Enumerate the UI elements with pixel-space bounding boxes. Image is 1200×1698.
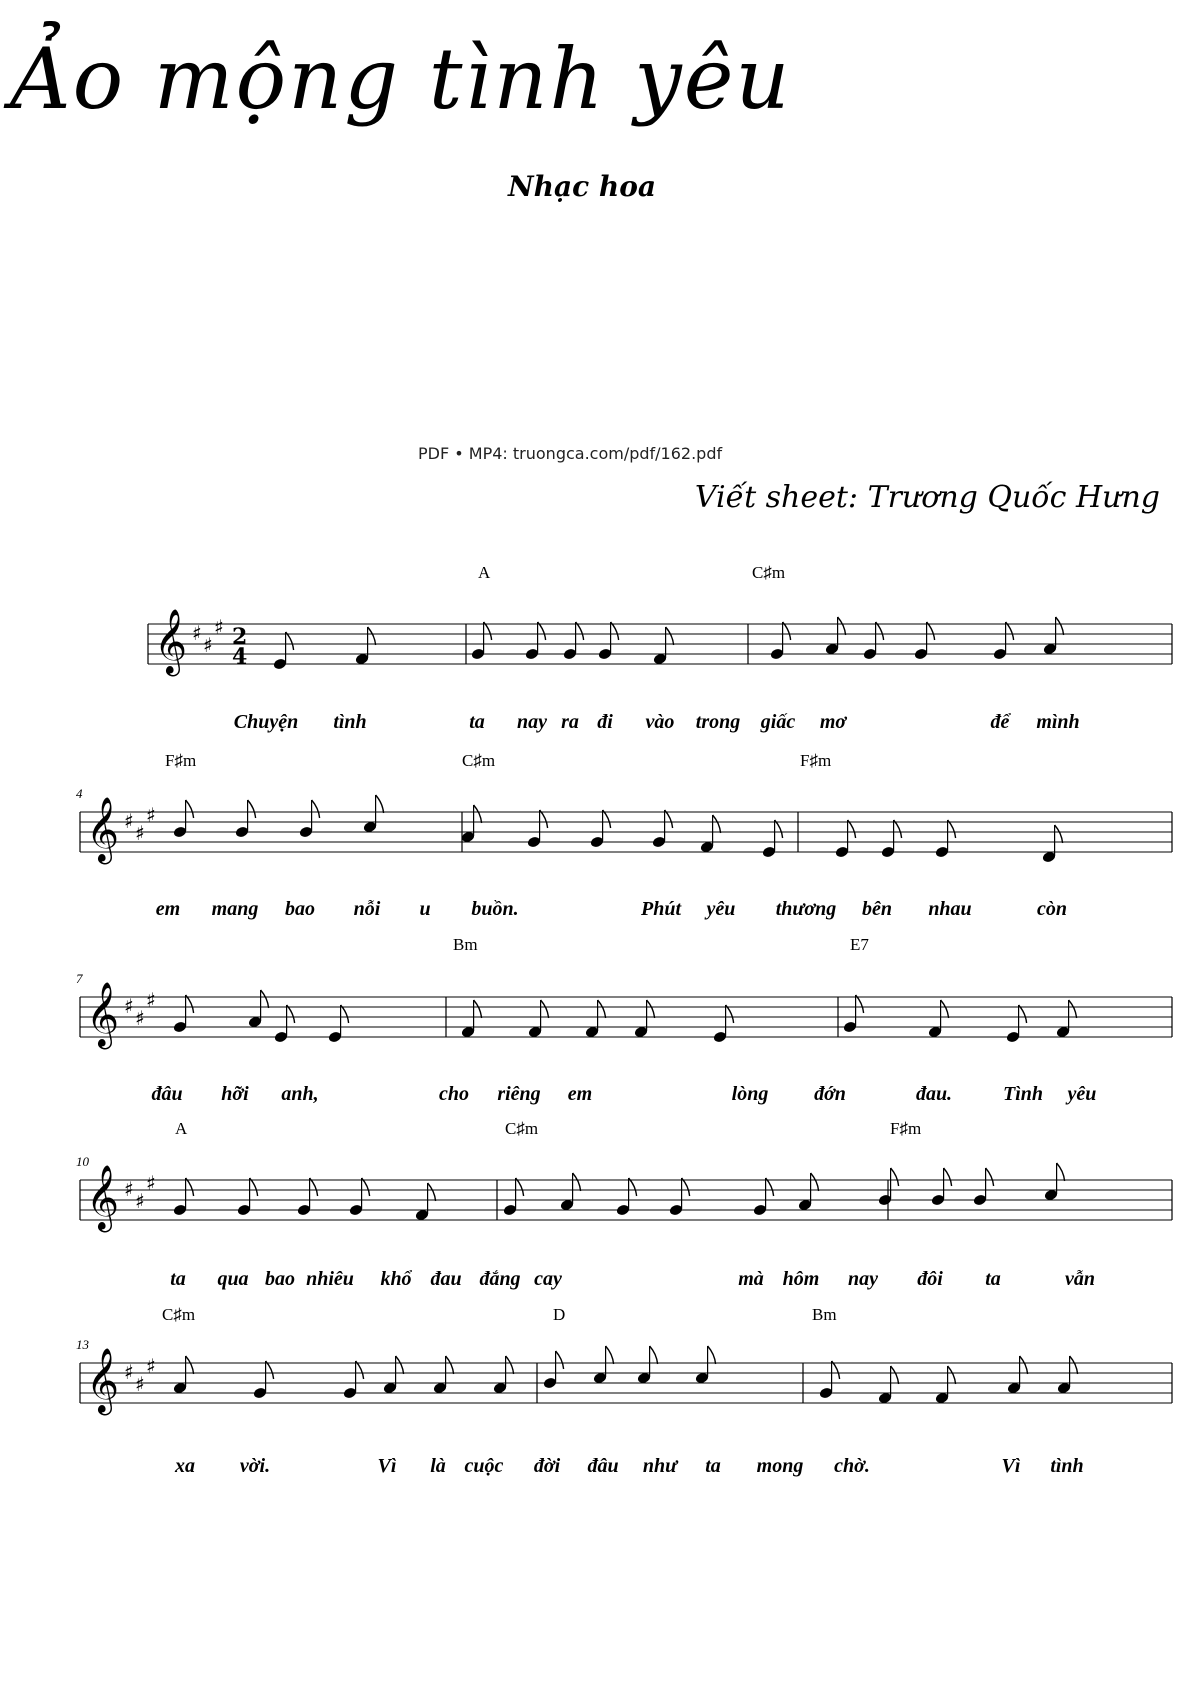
measure-number: 13: [76, 1337, 89, 1352]
chord-symbol: A: [478, 563, 491, 582]
source-link-text: PDF • MP4: truongca.com/pdf/162.pdf: [418, 444, 723, 463]
note-flag: [708, 1346, 716, 1364]
lyric-syllable: anh,: [281, 1083, 319, 1105]
lyric-syllable: vời.: [239, 1455, 271, 1477]
note-flag: [556, 1351, 564, 1369]
note-flag: [250, 1178, 258, 1196]
note-flag: [516, 1178, 524, 1196]
key-signature-sharp-icon: ♯: [146, 803, 156, 827]
note-flag: [362, 1178, 370, 1196]
note-flag: [666, 627, 674, 645]
lyric-syllable: bên: [862, 898, 892, 920]
lyric-syllable: cuộc: [464, 1455, 504, 1477]
note-flag: [876, 622, 884, 640]
lyric-syllable: giấc: [760, 711, 796, 733]
note-flag: [248, 800, 256, 818]
lyric-syllable: đâu: [587, 1455, 619, 1477]
chord-symbol: C♯m: [505, 1119, 539, 1138]
note-flag: [603, 810, 611, 828]
measure-number: 10: [76, 1154, 89, 1169]
lyric-syllable: đau.: [915, 1083, 953, 1105]
lyric-syllable: đớn: [814, 1083, 846, 1105]
key-signature-sharp-icon: ♯: [124, 994, 134, 1018]
lyric-syllable: mong: [756, 1455, 804, 1477]
lyric-syllable: nhau: [928, 898, 972, 920]
chord-symbol: Bm: [812, 1305, 837, 1324]
note-flag: [856, 995, 864, 1013]
note-flag: [948, 1366, 956, 1384]
key-signature-sharp-icon: ♯: [146, 1354, 156, 1378]
key-signature-sharp-icon: ♯: [146, 988, 156, 1012]
note-flag: [606, 1346, 614, 1364]
note-flag: [726, 1005, 734, 1023]
measure-number: 7: [76, 971, 83, 986]
lyric-syllable: thương: [775, 898, 837, 920]
treble-clef-icon: 𝄞: [86, 1165, 120, 1230]
lyric-syllable: đôi: [917, 1268, 943, 1290]
key-signature-sharp-icon: ♯: [135, 1372, 145, 1396]
note-flag: [1056, 617, 1064, 635]
lyric-syllable: để: [990, 711, 1010, 733]
lyric-syllable: như: [642, 1455, 678, 1477]
note-flag: [538, 622, 546, 640]
note-flag: [891, 1168, 899, 1186]
chord-symbol: Bm: [453, 935, 478, 954]
note-flag: [368, 627, 376, 645]
note-flag: [186, 1356, 194, 1374]
lyric-syllable: nhiêu: [306, 1268, 354, 1290]
note-flag: [396, 1356, 404, 1374]
lyric-syllable: đời: [533, 1455, 561, 1477]
song-title: Ảo mộng tình yêu: [10, 30, 792, 128]
note-flag: [682, 1178, 690, 1196]
note-flag: [1070, 1356, 1078, 1374]
note-flag: [665, 810, 673, 828]
note-flag: [186, 995, 194, 1013]
lyric-syllable: mình: [1036, 711, 1080, 733]
note-flag: [446, 1356, 454, 1374]
lyric-syllable: em: [155, 898, 181, 920]
note-flag: [540, 810, 548, 828]
chord-symbol: F♯m: [800, 751, 832, 770]
note-flag: [647, 1000, 655, 1018]
lyric-syllable: Vì: [377, 1455, 397, 1477]
note-flag: [484, 622, 492, 640]
note-flag: [832, 1361, 840, 1379]
lyric-syllable: tình: [1050, 1455, 1084, 1477]
chord-symbol: F♯m: [890, 1119, 922, 1138]
treble-clef-icon: 𝄞: [86, 797, 120, 862]
lyric-syllable: tình: [333, 711, 367, 733]
lyric-syllable: Phút: [640, 898, 682, 920]
note-flag: [287, 1005, 295, 1023]
note-flag: [186, 1178, 194, 1196]
note-flag: [312, 800, 320, 818]
note-flag: [541, 1000, 549, 1018]
note-flag: [941, 1000, 949, 1018]
note-flag: [783, 622, 791, 640]
lyric-syllable: u: [419, 898, 431, 920]
lyric-syllable: còn: [1037, 898, 1067, 920]
lyric-syllable: Vì: [1001, 1455, 1021, 1477]
chord-symbol: D: [553, 1305, 566, 1324]
time-signature-top: 2: [232, 624, 248, 650]
lyric-syllable: ta: [705, 1455, 721, 1477]
key-signature-sharp-icon: ♯: [124, 1360, 134, 1384]
chord-symbol: F♯m: [165, 751, 197, 770]
note-flag: [775, 820, 783, 838]
lyric-syllable: trong: [695, 711, 741, 733]
lyric-syllable: xa: [175, 1455, 195, 1477]
lyric-syllable: đắng: [479, 1268, 521, 1290]
arranger-credit: Viết sheet: Trương Quốc Hưng: [694, 480, 1160, 515]
note-flag: [986, 1168, 994, 1186]
note-flag: [474, 805, 482, 823]
note-flag: [611, 622, 619, 640]
lyric-syllable: nay: [848, 1268, 878, 1290]
note-flag: [266, 1361, 274, 1379]
note-flag: [848, 820, 856, 838]
note-flag: [1019, 1005, 1027, 1023]
key-signature-sharp-icon: ♯: [203, 633, 213, 657]
note-flag: [474, 1000, 482, 1018]
lyric-syllable: là: [430, 1455, 446, 1477]
chord-symbol: E7: [850, 935, 869, 954]
lyric-syllable: hôm: [782, 1268, 820, 1290]
lyric-syllable: em: [567, 1083, 593, 1105]
lyric-syllable: mơ: [819, 711, 847, 733]
chord-symbol: C♯m: [752, 563, 786, 582]
note-flag: [944, 1168, 952, 1186]
lyric-syllable: mang: [211, 898, 259, 920]
note-flag: [927, 622, 935, 640]
note-flag: [948, 820, 956, 838]
song-genre-subtitle: Nhạc hoa: [508, 170, 657, 203]
lyric-syllable: bao: [285, 898, 315, 920]
lyric-syllable: cay: [534, 1268, 562, 1290]
lyric-syllable: vào: [645, 711, 675, 733]
note-flag: [576, 622, 584, 640]
lyric-syllable: ta: [170, 1268, 186, 1290]
note-flag: [811, 1173, 819, 1191]
note-flag: [1057, 1163, 1065, 1181]
note-flag: [1006, 622, 1014, 640]
note-flag: [891, 1366, 899, 1384]
lyric-syllable: khổ: [380, 1268, 412, 1290]
chord-symbol: A: [175, 1119, 188, 1138]
note-flag: [713, 815, 721, 833]
lyric-syllable: qua: [217, 1268, 249, 1290]
note-flag: [428, 1183, 436, 1201]
lyric-syllable: Tình: [1002, 1083, 1044, 1105]
note-flag: [261, 990, 269, 1008]
note-flag: [629, 1178, 637, 1196]
lyric-syllable: đâu: [151, 1083, 183, 1105]
treble-clef-icon: 𝄞: [154, 609, 188, 674]
note-flag: [506, 1356, 514, 1374]
note-flag: [341, 1005, 349, 1023]
note-flag: [1055, 825, 1063, 843]
chord-symbol: C♯m: [162, 1305, 196, 1324]
key-signature-sharp-icon: ♯: [135, 1006, 145, 1030]
key-signature-sharp-icon: ♯: [135, 1189, 145, 1213]
key-signature-sharp-icon: ♯: [124, 809, 134, 833]
lyric-syllable: Chuyện: [233, 711, 299, 733]
treble-clef-icon: 𝄞: [86, 982, 120, 1047]
lyric-syllable: vẫn: [1065, 1268, 1095, 1290]
lyric-syllable: nay: [517, 711, 547, 733]
treble-clef-icon: 𝄞: [86, 1348, 120, 1413]
note-flag: [650, 1346, 658, 1364]
lyric-syllable: bao: [265, 1268, 295, 1290]
note-flag: [573, 1173, 581, 1191]
note-flag: [1020, 1356, 1028, 1374]
lyric-syllable: nỗi: [353, 898, 381, 920]
note-flag: [838, 617, 846, 635]
measure-number: 4: [76, 786, 83, 801]
lyric-syllable: hỡi: [221, 1083, 249, 1105]
key-signature-sharp-icon: ♯: [135, 821, 145, 845]
note-flag: [376, 795, 384, 813]
lyric-syllable: ta: [469, 711, 485, 733]
lyric-syllable: đi: [597, 711, 613, 733]
key-signature-sharp-icon: ♯: [214, 615, 224, 639]
key-signature-sharp-icon: ♯: [146, 1171, 156, 1195]
note-flag: [286, 632, 294, 650]
lyric-syllable: mà: [738, 1268, 764, 1290]
key-signature-sharp-icon: ♯: [124, 1177, 134, 1201]
note-flag: [598, 1000, 606, 1018]
lyric-syllable: ta: [985, 1268, 1001, 1290]
note-flag: [186, 800, 194, 818]
chord-symbol: C♯m: [462, 751, 496, 770]
lyric-syllable: riêng: [497, 1083, 541, 1105]
lyric-syllable: buồn.: [471, 898, 519, 920]
lyric-syllable: yêu: [1067, 1083, 1097, 1105]
lyric-syllable: cho: [439, 1083, 469, 1105]
lyric-syllable: yêu: [706, 898, 736, 920]
time-signature-bottom: 4: [232, 644, 248, 670]
key-signature-sharp-icon: ♯: [192, 621, 202, 645]
lyric-syllable: chờ.: [834, 1455, 870, 1477]
note-flag: [1069, 1000, 1077, 1018]
lyric-syllable: lòng: [731, 1083, 769, 1105]
lyric-syllable: đau: [430, 1268, 462, 1290]
note-flag: [310, 1178, 318, 1196]
note-flag: [894, 820, 902, 838]
note-flag: [356, 1361, 364, 1379]
note-flag: [766, 1178, 774, 1196]
lyric-syllable: ra: [561, 711, 579, 733]
